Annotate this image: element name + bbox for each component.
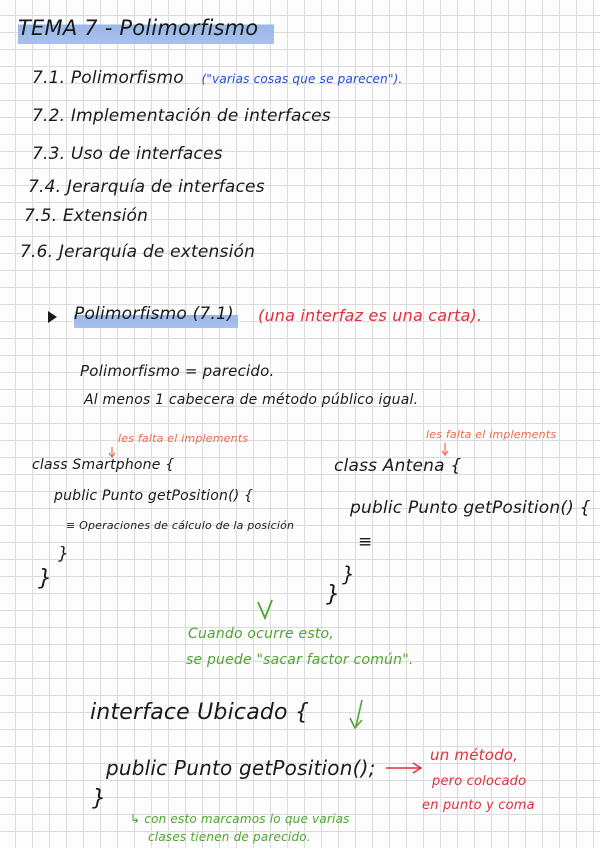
green-arrow-icon xyxy=(350,718,362,728)
toc-number: 7.3. xyxy=(32,144,66,164)
interface-close: } xyxy=(92,786,107,811)
green-note-line-2: se puede "sacar factor común". xyxy=(186,652,414,668)
interface-note-line-3: en punto y coma xyxy=(422,798,535,813)
definition-line-1: Polimorfismo = parecido. xyxy=(80,362,275,380)
antena-close-inner: } xyxy=(342,562,355,586)
bullet-triangle-icon xyxy=(48,311,57,323)
definition-line-2: Al menos 1 cabecera de método público igual. xyxy=(84,392,419,408)
smartphone-annotation: les falta el implements xyxy=(118,432,249,445)
interface-line: interface Ubicado { xyxy=(90,700,310,725)
interface-note-line-1: un método, xyxy=(430,746,519,764)
antena-body-line: ≡ xyxy=(358,532,373,552)
smartphone-close-inner: } xyxy=(58,544,70,564)
section-aside: (una interfaz es una carta). xyxy=(258,306,483,325)
toc-item-7-6 xyxy=(20,242,255,262)
toc-number: 7.5. xyxy=(24,206,58,226)
red-arrow-icon xyxy=(413,763,421,773)
toc-text: Polimorfismo xyxy=(70,68,184,88)
green-arrow-icon xyxy=(356,700,362,726)
orange-arrow-icon xyxy=(442,451,448,455)
antena-annotation: les falta el implements xyxy=(426,428,557,441)
bottom-note-line-1: ↳ con esto marcamos lo que varias xyxy=(130,812,350,826)
section-heading: Polimorfismo (7.1) xyxy=(74,304,238,328)
antena-method-line: public Punto getPosition() { xyxy=(350,498,591,518)
toc-item-7-1 xyxy=(32,68,403,88)
green-check-icon xyxy=(258,600,272,618)
toc-text: Jerarquía de interfaces xyxy=(66,177,265,197)
toc-number: 7.1. xyxy=(32,68,66,88)
toc-item-7-2 xyxy=(32,106,331,126)
toc-text: Extensión xyxy=(62,206,149,226)
toc-text: Uso de interfaces xyxy=(70,144,223,164)
toc-text: Jerarquía de extensión xyxy=(58,242,256,262)
toc-item-7-5 xyxy=(24,206,148,226)
antena-close-outer: } xyxy=(326,582,341,607)
smartphone-method-line: public Punto getPosition() { xyxy=(54,488,254,504)
interface-note-line-2: pero colocado xyxy=(432,774,527,789)
smartphone-body-line: ≡ Operaciones de cálculo de la posición xyxy=(66,519,295,532)
toc-item-7-3 xyxy=(32,144,223,164)
page-title: TEMA 7 - Polimorfismo xyxy=(18,14,274,44)
toc-text: Implementación de interfaces xyxy=(70,106,331,126)
toc-number: 7.2. xyxy=(32,106,66,126)
green-note-line-1: Cuando ocurre esto, xyxy=(188,626,334,642)
toc-number: 7.4. xyxy=(28,177,62,197)
toc-number: 7.6. xyxy=(20,242,54,262)
bottom-note-line-2: clases tienen de parecido. xyxy=(148,830,311,844)
toc-item-7-4 xyxy=(28,177,265,197)
interface-method-line: public Punto getPosition(); xyxy=(106,756,376,780)
antena-class-line: class Antena { xyxy=(334,456,462,476)
smartphone-close-outer: } xyxy=(38,566,53,591)
toc-note: ("varias cosas que se parecen"). xyxy=(201,72,403,86)
smartphone-class-line: class Smartphone { xyxy=(32,457,175,473)
